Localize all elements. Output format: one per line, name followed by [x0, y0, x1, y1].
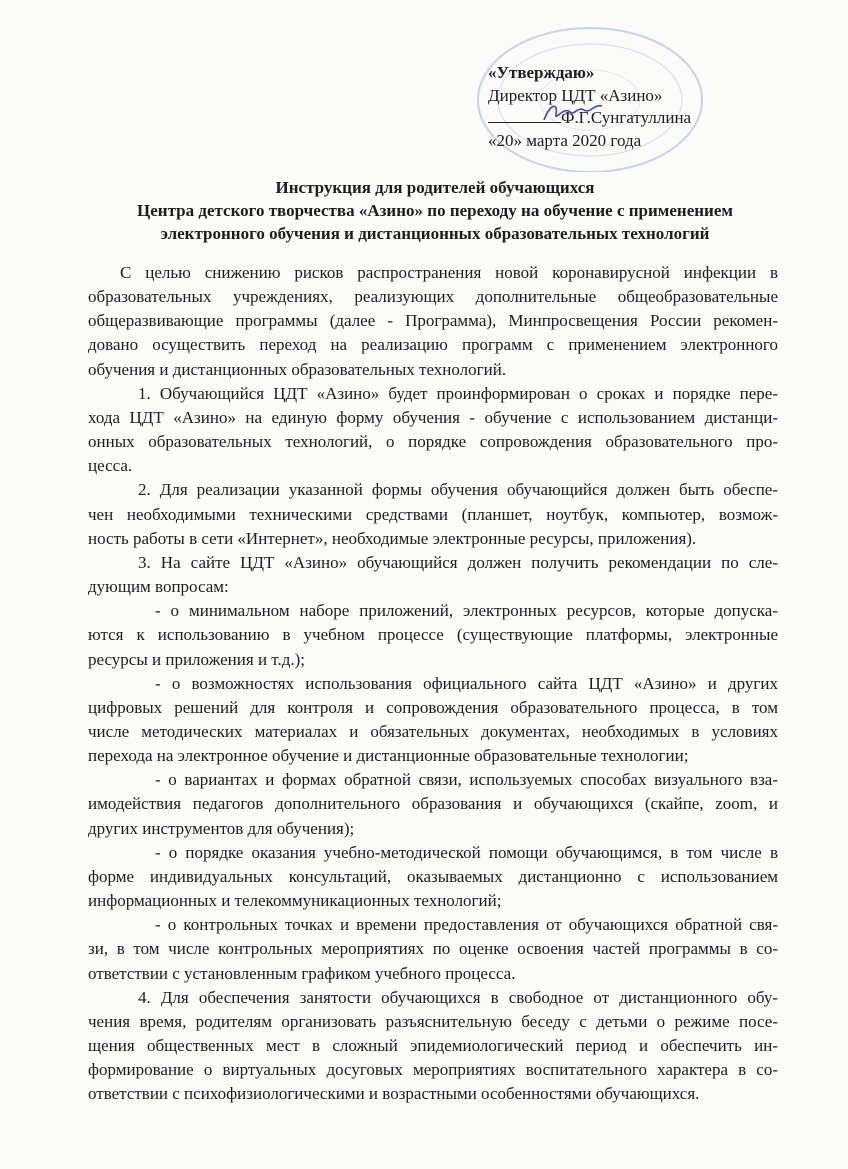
paragraph [88, 768, 778, 840]
document-body [88, 261, 778, 1106]
text-line: общеразвивающие программы (далее - Программа), Минпросвещения России рекомен- [88, 311, 778, 331]
paragraph [88, 382, 778, 479]
text-line: ответствии с установленным графиком учебного процесса. [88, 963, 516, 983]
text-line: 4. Для обеспечения занятости обучающихся в свободное от дистанционного обу- [138, 987, 778, 1007]
text-line: дующим вопросам: [88, 577, 229, 597]
text-line: - о контрольных точках и времени предоставления от обучающихся обратной свя- [155, 915, 778, 935]
text-line: обучения и дистанционных образовательных технологий. [88, 359, 507, 379]
approval-date: «20» марта 2020 года [488, 130, 642, 150]
text-line: чения время, родителям организовать разъяснительную беседу с детьми о режиме посе- [88, 1011, 778, 1031]
title-line: электронного обучения и дистанционных образовательных технологий [160, 224, 710, 243]
text-line: 1. Обучающийся ЦДТ «Азино» будет проинформирован о сроках и порядке пере- [138, 383, 778, 403]
paragraph [88, 986, 778, 1107]
text-line: перехода на электронное обучение и дистанционные образовательные технологии; [88, 746, 689, 766]
title-line: Инструкция для родителей обучающихся [275, 178, 595, 197]
text-line: других инструментов для обучения); [88, 818, 355, 838]
text-line: - о вариантах и формах обратной связи, используемых способах визуального вза- [155, 770, 778, 790]
text-line: имодействия педагогов дополнительного образования и обучающихся (скайпе, zoom, и [88, 794, 778, 814]
approver-name: Ф.Г.Сунгатуллина [561, 108, 692, 127]
text-line: числе методических материалах и обязательных документах, необходимых в условиях [88, 721, 778, 741]
title-line: Центра детского творчества «Азино» по переходу на обучение с применением [137, 201, 733, 220]
text-line: чен необходимыми техническими средствами (планшет, ноутбук, компьютер, возмож- [88, 504, 778, 524]
approval-heading: «Утверждаю» [488, 63, 595, 82]
paragraph [88, 672, 778, 769]
text-line: 2. Для реализации указанной формы обучения обучающийся должен быть обеспе- [138, 480, 778, 500]
text-line: - о возможностях использования официального сайта ЦДТ «Азино» и других [155, 673, 778, 693]
text-line: образовательных учреждениях, реализующих дополнительные общеобразовательные [88, 287, 778, 307]
text-line: довано осуществить переход на реализацию программ с применением электронного [88, 335, 778, 355]
text-line: формирование о виртуальных досуговых мероприятиях воспитательного характера в со- [88, 1060, 778, 1080]
text-line: щения общественных мест в сложный эпидемиологический период и обеспечить ин- [88, 1036, 778, 1055]
text-line: ность работы в сети «Интернет», необходимые электронные ресурсы, приложения). [88, 528, 697, 548]
paragraph [88, 599, 778, 671]
text-line: цифровых решений для контроля и сопровождения образовательного процесса, в том [88, 697, 778, 717]
text-line: ются к использованию в учебном процессе (существующие платформы, электронные [88, 625, 778, 645]
paragraph [88, 841, 778, 913]
approver-position: Директор ЦДТ «Азино» [488, 85, 663, 105]
text-line: ресурсы и приложения и т.д.); [88, 649, 305, 669]
paragraph [88, 478, 778, 550]
paragraph [88, 913, 778, 985]
handwritten-signature [540, 100, 610, 126]
text-line: С целью снижению рисков распространения новой коронавирусной инфекции в [120, 263, 778, 282]
paragraph [88, 261, 778, 382]
text-line: зи, в том числе контрольных мероприятиях по оценке освоения частей программы в со- [88, 939, 778, 959]
text-line: цесса. [88, 456, 133, 476]
document-title [80, 176, 790, 245]
text-line: ответствии с психофизиологическими и возрастными особенностями обучающихся. [88, 1084, 700, 1104]
text-line: 3. На сайте ЦДТ «Азино» обучающийся должен получить рекомендации по сле- [138, 552, 778, 572]
text-line: онных образовательных технологий, о порядке сопровождения образовательного про- [88, 432, 778, 452]
text-line: - о минимальном наборе приложений, электронных ресурсов, которые допуска- [155, 601, 778, 621]
text-line: форме индивидуальных консультаций, оказываемых дистанционно с использованием [88, 866, 778, 886]
text-line: информационных и телекоммуникационных технологий; [88, 891, 502, 911]
text-line: - о порядке оказания учебно-методической помощи обучающимся, в том числе в [155, 842, 778, 862]
text-line: хода ЦДТ «Азино» на единую форму обучения - обучение с использованием дистанци- [88, 407, 778, 427]
paragraph [88, 551, 778, 599]
